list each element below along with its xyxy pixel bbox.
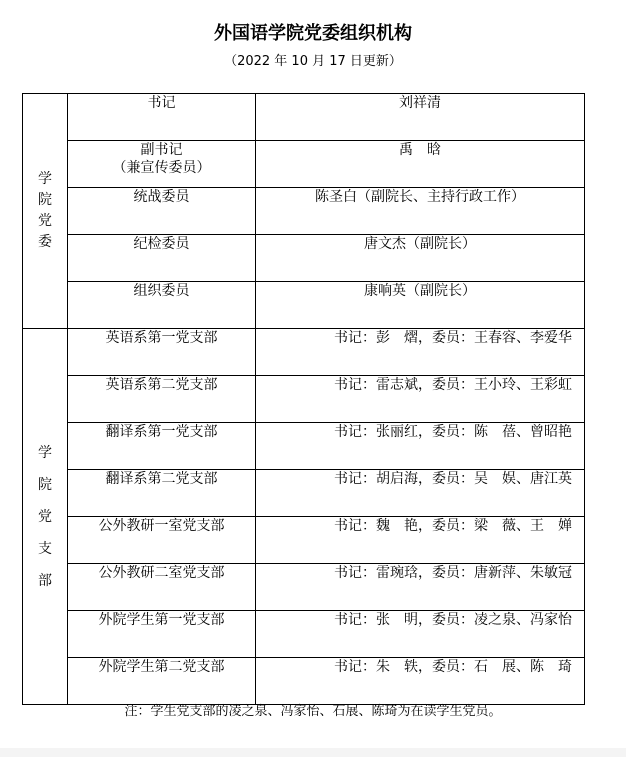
branch-members: 书记：雷志斌，委员：王小玲、王彩虹 bbox=[334, 377, 572, 393]
member-cell bbox=[256, 94, 585, 141]
group-label-party-committee bbox=[23, 94, 68, 329]
page-title: 外国语学院党委组织机构 bbox=[214, 23, 412, 44]
branch-cell bbox=[68, 423, 256, 470]
group-label-char: 党 bbox=[38, 213, 52, 229]
branch-name: 外院学生第一党支部 bbox=[98, 612, 225, 628]
group-label-char: 院 bbox=[38, 476, 52, 493]
table-row bbox=[23, 611, 585, 658]
member-cell bbox=[256, 282, 585, 329]
branch-cell bbox=[68, 658, 256, 705]
table-row bbox=[23, 423, 585, 470]
branch-members-cell bbox=[256, 611, 585, 658]
role-cell bbox=[68, 282, 256, 329]
organization-table bbox=[22, 93, 585, 705]
member-cell bbox=[256, 235, 585, 282]
branch-members-cell bbox=[256, 470, 585, 517]
update-date: （2022 年 10 月 17 日更新） bbox=[224, 54, 402, 69]
branch-members: 书记：张丽红，委员：陈 蓓、曾昭艳 bbox=[334, 424, 572, 440]
group-label-party-branches bbox=[23, 329, 68, 705]
branch-members: 书记：彭 熠，委员：王春容、李爱华 bbox=[334, 330, 572, 346]
table-row bbox=[23, 564, 585, 611]
group-label-char: 支 bbox=[38, 540, 52, 557]
branch-name: 公外教研二室党支部 bbox=[98, 565, 225, 581]
branch-cell bbox=[68, 376, 256, 423]
role-label: 书记 bbox=[147, 95, 176, 111]
group-label-char: 学 bbox=[38, 444, 52, 461]
branch-members: 书记：魏 艳，委员：梁 薇、王 婵 bbox=[334, 518, 572, 534]
member-cell bbox=[256, 141, 585, 188]
table-row bbox=[23, 141, 585, 188]
role-label: 统战委员 bbox=[133, 189, 190, 205]
page-bottom-band bbox=[0, 748, 626, 757]
role-cell bbox=[68, 141, 256, 188]
member-cell bbox=[256, 188, 585, 235]
role-cell bbox=[68, 94, 256, 141]
branch-name: 翻译系第二党支部 bbox=[105, 471, 218, 487]
branch-cell bbox=[68, 564, 256, 611]
branch-name: 公外教研一室党支部 bbox=[98, 518, 225, 534]
branch-members-cell bbox=[256, 376, 585, 423]
branch-cell bbox=[68, 329, 256, 376]
role-label: 副书记 bbox=[140, 142, 183, 158]
member-name: 陈圣白（副院长、主持行政工作） bbox=[315, 189, 525, 205]
branch-members-cell bbox=[256, 564, 585, 611]
table-row bbox=[23, 376, 585, 423]
table-row bbox=[23, 235, 585, 282]
member-name: 唐文杰（副院长） bbox=[364, 236, 476, 252]
member-name: 康响英（副院长） bbox=[364, 283, 476, 299]
group-label-char: 学 bbox=[38, 171, 52, 187]
branch-members: 书记：雷琬琀，委员：唐新萍、朱敏冠 bbox=[334, 565, 572, 581]
table-row bbox=[23, 282, 585, 329]
branch-members-cell bbox=[256, 329, 585, 376]
group-label-char: 党 bbox=[38, 508, 52, 525]
role-label: 组织委员 bbox=[133, 283, 190, 299]
branch-cell bbox=[68, 517, 256, 564]
branch-cell bbox=[68, 470, 256, 517]
role-label-secondary: （兼宣传委员） bbox=[112, 160, 211, 176]
table-row bbox=[23, 470, 585, 517]
branch-members-cell bbox=[256, 517, 585, 564]
branch-name: 英语系第一党支部 bbox=[105, 330, 218, 346]
branch-cell bbox=[68, 611, 256, 658]
table-row bbox=[23, 94, 585, 141]
footnote: 注：学生党支部的凌之泉、冯家怡、石展、陈琦为在读学生党员。 bbox=[124, 704, 502, 719]
branch-name: 英语系第二党支部 bbox=[105, 377, 218, 393]
role-cell bbox=[68, 188, 256, 235]
branch-members: 书记：胡启海，委员：吴 娱、唐江英 bbox=[334, 471, 572, 487]
group-label-char: 部 bbox=[38, 572, 52, 589]
table-row bbox=[23, 658, 585, 705]
member-name: 禹 晗 bbox=[399, 142, 441, 158]
group-label-char: 委 bbox=[38, 234, 52, 250]
role-label: 纪检委员 bbox=[133, 236, 190, 252]
member-name: 刘祥清 bbox=[399, 95, 441, 111]
branch-members-cell bbox=[256, 658, 585, 705]
group-label-char: 院 bbox=[38, 192, 52, 208]
role-cell bbox=[68, 235, 256, 282]
branch-name: 翻译系第一党支部 bbox=[105, 424, 218, 440]
branch-members-cell bbox=[256, 423, 585, 470]
branch-members: 书记：张 明，委员：凌之泉、冯家怡 bbox=[334, 612, 572, 628]
branch-name: 外院学生第二党支部 bbox=[98, 659, 225, 675]
table-row bbox=[23, 188, 585, 235]
table-row bbox=[23, 329, 585, 376]
branch-members: 书记：朱 轶，委员：石 展、陈 琦 bbox=[334, 659, 572, 675]
table-row bbox=[23, 517, 585, 564]
